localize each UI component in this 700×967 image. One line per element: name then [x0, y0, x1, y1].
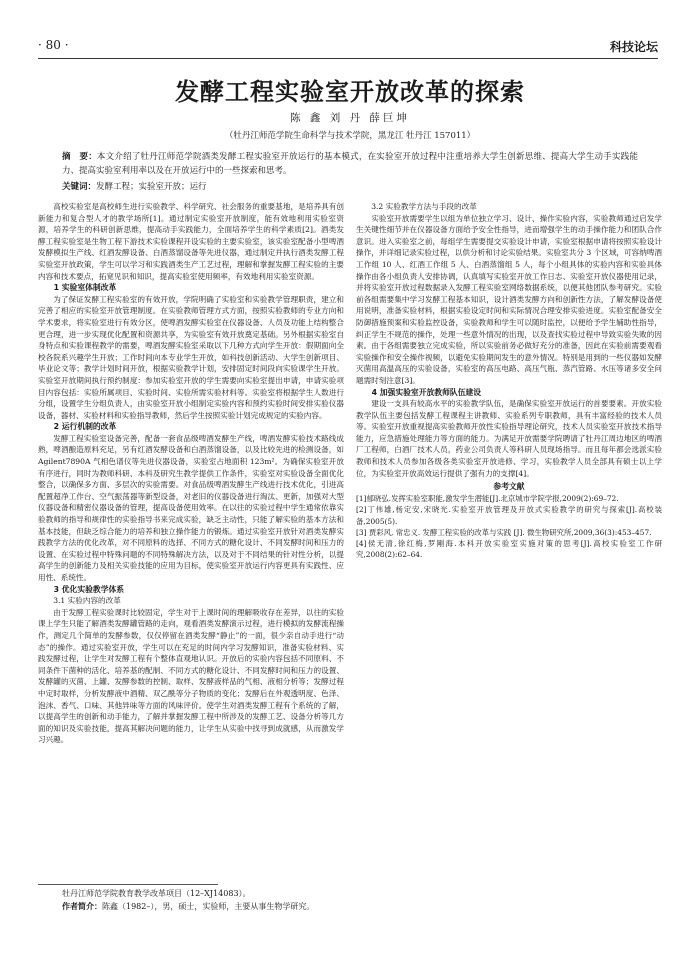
section-3-1-heading: 3.1 实验内容的改革	[53, 596, 121, 606]
reference-item: [4]侯无清,徐红梅,罗剛海.本科开放实验室实施对策的思考[J].高校实验室工作研究,2008(2):62–64.	[356, 539, 662, 560]
section-4-text: 建设一支具有较高水平的实验教学队伍，是确保实验室开放运行的首要要素。开放实验教学队伍主要包括发酵工程课程主讲教师、实验系列专职教师，具有丰富经验的技术人员等。实验室开放重视提高实验教师开放性实验指导理论研究，技术人员实验室开放技术指导能力，应急措施处理能力等方面的能力。为满足开放需要学院聘请了牡丹江周边地区的啤酒厂工程师，白酒厂技术人员，药业公司负责人等科研人员现场指导。而且每年都会选派实验教师和技术人员参加各级各类实验室开放进修、学习，实验教学人员全部具有硕士以上学位，为实验室开放高效运行提供了强有力的支撑[4]。	[356, 399, 662, 478]
section-3-2-text: 实验室开放需要学生以组为单位独立学习、设计、操作实验内容，实验教师通过启发学生关键性细节并在仪器设备方面给予安全性指导，进而增强学生的动手操作能力和团队合作意识。进入实验室之前，每组学生需要提交实验设计申请，实验室根据申请将按照实验设计操作，并详细记录实验过程，以供分析和讨论实验结果。实验室共分 3 个区域，可容纳啤酒工作组 10 人、红酒工作组 5 人、白酒蒸馏组 5 人，每个小组具体的实验内容和实验具体操作由各小组负责人安排协调，认真填写实验室开放工作日志、实验室开放仪器使用记录，并将实验室开放过程数据录入发酵工程实验室网络数据系统，以便其他团队参考研究。实验前各组需要集中学习发酵工程基本知识，设计酒类发酵方向和创新性方法，了解发酵设备使用说明，准备实验材料，根据实验设定时间和实际情况合理安排实验进度。实验室配备安全防御措施预案和实验监控设备，实验教师和学生可以随时监控，以便给予学生辅助性指导，纠正学生不规范的操作，处理一些意外情况的出现，以及查找实验过程中导致实验失败的因素。由于各组需要独立完成实验，所以实验前务必做好充分的准备，因此在实验前需要观看实验操作和安全操作视频，以避免实验期间发生的意外情况。特别是用到的一些仪器如发酵灭菌用高温高压的实验设备，实验室的高压电路、高压气瓶、蒸汽管路、水压等诸多安全问题需时刻注意[3]。	[356, 213, 662, 385]
left-column	[38, 201, 344, 746]
article-authors: 陈 鑫 刘 丹 薛巨坤	[290, 112, 410, 124]
footnote-rule	[38, 884, 218, 885]
reference-item: [2]丁伟雄,杨定安,宋晓光.实验室开放管理及开放式实验教学的研究与探索[J].高校装备,2005(5).	[356, 505, 662, 526]
abstract-label: 摘 要：	[62, 152, 97, 162]
abstract-text: 本文介绍了牡丹江师范学院酒类发酵工程实验室开放运行的基本模式，在实验室开放过程中注重培养大学生创新思维、提高大学生动手实践能力、提高实验室利用率以及在开放运行中的一些探索和思考。	[62, 152, 638, 176]
section-1-text: 为了保证发酵工程实验室的有效开放，学院明确了实验室和实验教学管理职责，建立和完善了相应的实验室开放管理制度。在实验教师管理方式方面，按照实验教师的专业方向和学术要求，将实验室进行有效分区，使啤酒发酵实验室在仪器设备、人员及功能上结构整合更合理，进一步实现优化配置和资源共享，为实验室有效开放奠定基础。另外根据实验室自身特点和实验课程教学的需要，啤酒发酵实验室采取以下几种方式向学生开放：假期面向全校各院系兴趣学生开放；工作时间向本专业学生开放，如科技创新活动、大学生创新项目、毕业论文等；教学计划时间开放，根据实验教学计划，安排固定时间段向实验课学生开放。实验室开放期间执行预约制度：参加实验室开放的学生需要向实验室提出申请，申请实验项目内容包括：实验所属项目、实验时间、实验所需实验材料等。实验室将根据学生人数进行分组，设置学生分组负责人，由实验室开放小组制定实验内容和预约实验时间安排实验仪器设备，器材、实验材料和实验指导教师，然后学生按照实验计划完成规定的实验内容。	[38, 294, 344, 420]
reference-item: [1]郁晓弘.发挥实验室职能,激发学生潜能[J].北京城市学院学报,2009(2):69–72.	[356, 494, 619, 504]
right-column	[356, 201, 662, 560]
reference-item: [3] 贾彩风, 常忠义. 发酵工程实验的改革与实践 [J]. 微生物研究所,2009,36(3):453–457.	[356, 527, 652, 537]
references-title: 参考文献	[493, 482, 525, 492]
section-4-heading: 4 加强实验室开放教师队伍建设	[371, 387, 482, 397]
article-affiliation: （牡丹江师范学院生命科学与技术学院，黑龙江 牡丹江 157011）	[224, 131, 476, 141]
journal-section: 科技论坛	[609, 40, 658, 54]
footnote-author	[62, 901, 622, 913]
keywords-label: 关键词：	[62, 182, 97, 192]
keywords-text: 发酵工程；实验室开放；运行	[96, 182, 207, 192]
section-1-heading: 1 实验室体制改革	[53, 283, 117, 293]
abstract	[62, 150, 638, 178]
section-3-1-text: 由于发酵工程实验课时比较固定，学生对于上课时间的理解吸收存在差异，以往的实验课上学生只能了解酒类发酵罐管路的走向，观看酒类发酵演示过程，进行模拟的发酵流程操作，测定几个简单的发酵参数，仅仅停留在酒类发酵“静止”的一面，很少亲自动手进行“动态”的操作。通过实验室开放，学生可以在充足的时间内学习发酵知识，准备实验材料、实践发酵过程，让学生对发酵工程有个整体直观地认识。开放后的实验内容包括不同原料、不同条件下菌种的活化、培养基的配制、不同方式的糖化设计、不同发酵时间和压力的设置、发酵罐的灭菌、上罐、发酵参数的控制、取样、发酵液样品的气相、液相分析等；发酵过程中定时取样，分析发酵液中酒精、双乙酰等分子物质的变化；发酵后在外观透明度、色泽、泡沫、香气、口味、其他异味等方面的风味评价。使学生对酒类发酵工程有个系统的了解，以提高学生的创新和动手能力，了解并掌握发酵工程中所涉及的发酵工艺、设备分析等几方面的知识及实验技能，提高其解决问题的能力，让学生从实验中找寻到成就感，从而激发学习兴趣。	[38, 607, 344, 745]
author-bio-text: 陈鑫（1982–），男，硕士，实验师，主要从事生物学研究。	[102, 902, 315, 911]
section-3-2-heading: 3.2 实验教学方法与手段的改革	[371, 202, 477, 211]
header-rule	[38, 58, 658, 59]
page-number: · 80 ·	[38, 38, 69, 52]
section-3-heading: 3 优化实验教学体系	[53, 584, 125, 594]
keywords	[62, 180, 638, 194]
author-bio-label: 作者简介：	[62, 902, 102, 911]
footnote-fund: 牡丹江师范学院教育教学改革项目（12–XJ14083）。	[62, 889, 251, 898]
article-title: 发酵工程实验室开放改革的探索	[175, 77, 525, 106]
intro-paragraph: 高校实验室是高校师生进行实验教学、科学研究、社会服务的重要基地，是培养具有创新能力和复合型人才的教学场所[1]。通过制定实验室开放制度，能有效地利用实验室资源，培养学生的科研创新思维，提高动手实践能力，全面培养学生的科学素质[2]。酒类发酵工程实验室是生物工程下游技术实验课程开设实验的主要实验室，该实验室配备小型啤酒发酵模拟生产线、红酒发酵设备、白酒蒸馏设备等先进仪器，通过制定并执行酒类发酵工程实验室开放政策，学生可以学习和实践酒类生产工艺过程，理解和掌握发酵工程实验的主要内容和技术要点，拓宽见识和知识，提高实验室使用频率，有效地利用实验室资源。	[38, 202, 344, 281]
section-2-heading: 2 运行机制的改革	[53, 422, 117, 432]
section-2-text: 发酵工程实验室设备完善，配备一套食品级啤酒发酵生产线，啤酒发酵实验技术路线成熟，啤酒酿造原料充足，另有红酒发酵设备和白酒蒸馏设备，以及比较先进的检测设备，如 Agilent7890A 气相色谱仪等先进仪器设备，实验室占地面积 123m²。为确保实验室开放有序进行，同时为教师科研、本科及研究生教学提供工作条件，实验室对实验设备全面优化整合，以确保多方面、多层次的实验需要。对食品级啤酒发酵生产线进行技术优化，引进高配置超净工作台、空气振荡器等新型设备，对老旧的仪器设备进行淘汰、更新，加强对大型仪器设备和精密仪器设备的管理，提高设备使用效率。在以往的实验过程中学生通常依靠实验教师的指导和规律性的实验指导书来完成实验，缺乏主动性，只能了解实验的基本方法和基本技能，但缺乏综合能力的培养和独立操作能力的锻炼。通过实验室开放针对酒类发酵实践教学方法的优化改革，对不同原料的选择、不同方式的糖化设计、不同发酵时间和压力的设置、在实验过程中特殊问题的不同特殊解决方法，以及对于不同结果的针对性分析，以提高学生的创新能力及相关实验技能的应用为目标，使实验室开放运行内容更具有实践性、应用性、系统性。	[38, 433, 344, 582]
page-header	[38, 38, 658, 56]
